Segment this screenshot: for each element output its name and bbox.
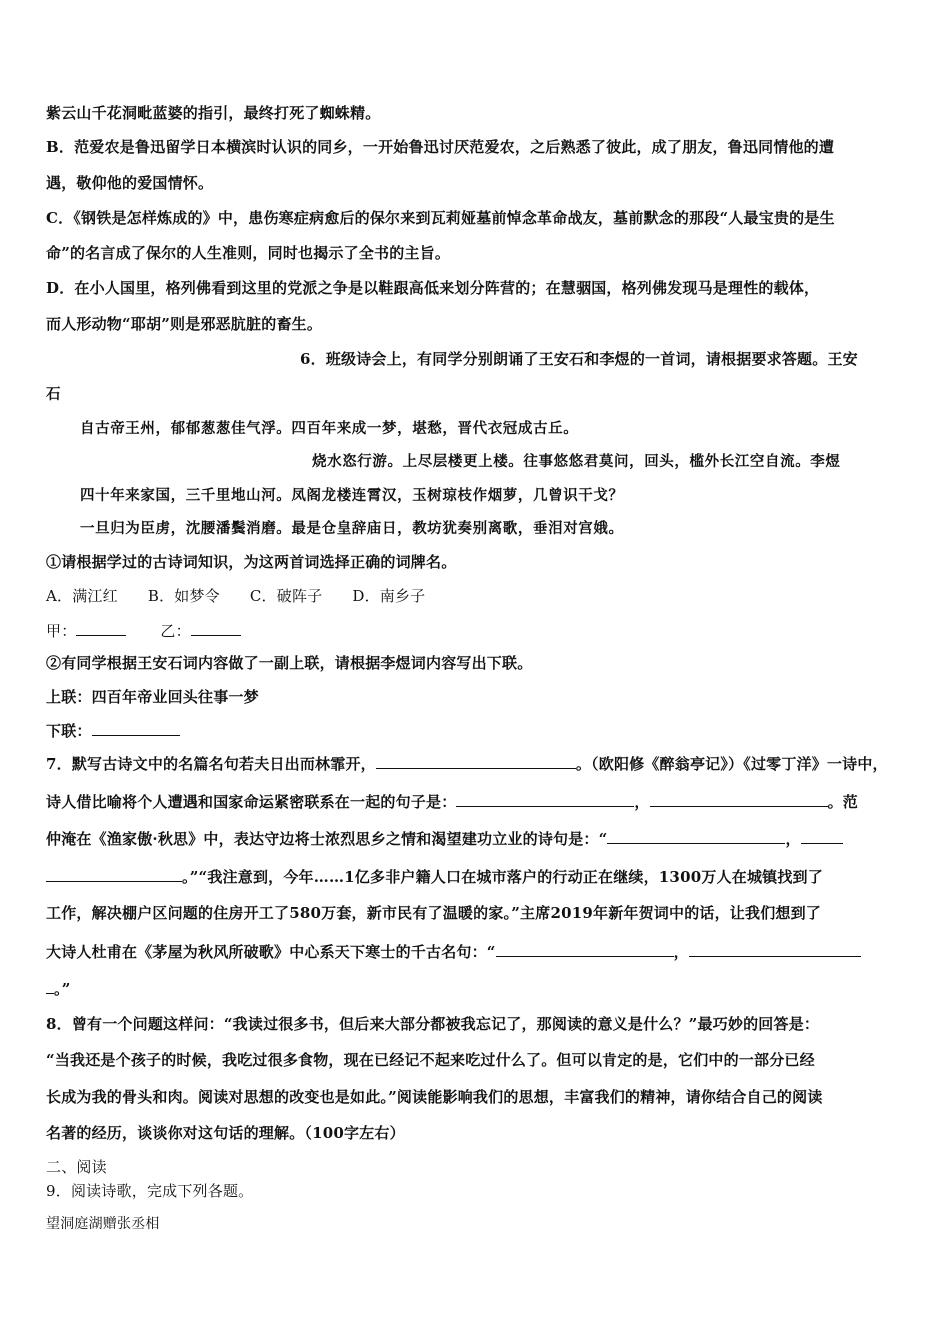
q5-option-a-tail: 紫云山千花洞毗蓝婆的指引，最终打死了蜘蛛精。 — [46, 104, 381, 122]
q6-poem2-line1: 四十年来家国，三千里地山河。凤阁龙楼连霄汉，玉树琼枝作烟萝，几曾识干戈？ — [80, 487, 624, 504]
q7-line6 — [46, 940, 910, 963]
q7-line4-text: 。”“我注意到，今年……1亿多非户籍人口在城市落户的行动正在继续，1300万人在城镇找到了 — [182, 868, 823, 886]
q7-line7-text: 。” — [54, 980, 71, 998]
q7-blank-4[interactable] — [607, 827, 785, 844]
q7-line1-text-a: 7．默写古诗文中的名篇名句若夫日出而林霏开， — [46, 755, 376, 773]
q6-shanglian: 上联：四百年帝业回头往事一梦 — [46, 688, 259, 706]
q7-line7 — [46, 977, 910, 1000]
q5-option-b-line2: 遇，敬仰他的爱国情怀。 — [46, 174, 214, 192]
q7-blank-7b[interactable] — [46, 977, 54, 994]
q7-line6-text-a: 大诗人杜甫在《茅屋为秋风所破歌》中心系天下寒士的千古名句：“ — [46, 943, 496, 961]
q5-option-d-line2: 而人形动物“耶胡”则是邪恶肮脏的畜生。 — [46, 315, 323, 333]
q7-line2-text-a: 诗人借比喻将个人遭遇和国家命运紧密联系在一起的句子是： — [46, 793, 457, 811]
q6-option-a: A．满江红 — [46, 587, 118, 605]
q8-line1: 8．曾有一个问题这样问：“我读过很多书，但后来大部分都被我忘记了，那阅读的意义是什么？”最巧妙的回答是： — [46, 1015, 820, 1033]
q7-blank-2[interactable] — [456, 790, 634, 807]
q8-line4: 名著的经历，谈谈你对这句话的理解。（100字左右） — [46, 1124, 405, 1142]
q7-line3-text-a: 仲淹在《渔家傲·秋思》中，表达守边将士浓烈思乡之情和渴望建功立业的诗句是：“ — [46, 830, 608, 848]
q7-line2-comma: ， — [634, 793, 650, 811]
q6-xialian-label: 下联： — [46, 722, 92, 740]
q6-poem1-line1: 自古帝王州，郁郁葱葱佳气浮。四百年来成一梦，堪愁，晋代衣冠成古丘。 — [80, 420, 579, 437]
q5-option-c-line2: 命”的名言成了保尔的人生准则，同时也揭示了全书的主旨。 — [46, 244, 451, 262]
q7-line6-comma: ， — [673, 943, 689, 961]
q7-blank-5b[interactable] — [46, 865, 182, 882]
q6-yi-label: 乙： — [160, 622, 191, 640]
q7-line3 — [46, 827, 910, 850]
q7-blank-6[interactable] — [496, 940, 674, 957]
q7-blank-7a[interactable] — [689, 940, 861, 957]
q6-options — [46, 585, 910, 607]
q8-line2: “当我还是个孩子的时候，我吃过很多食物，现在已经记不起来吃过什么了。但可以肯定的是，它们中的一部分已经 — [46, 1051, 815, 1069]
q6-subquestion-1: ①请根据学过的古诗词知识，为这两首词选择正确的词牌名。 — [46, 553, 457, 571]
q6-option-c: C．破阵子 — [249, 587, 323, 605]
q6-yi-blank[interactable] — [191, 619, 241, 636]
q7-line4 — [46, 865, 910, 888]
q5-option-d-line1: D．在小人国里，格列佛看到这里的党派之争是以鞋跟高低来划分阵营的；在慧骃国，格列佛发现马是理性的载体， — [46, 279, 820, 297]
q9-poem-title: 望洞庭湖赠张丞相 — [46, 1216, 160, 1232]
q6-subquestion-2: ②有同学根据王安石词内容做了一副上联，请根据李煜词内容写出下联。 — [46, 654, 533, 672]
q6-poem1-line2: 烧水恣行游。上尽层楼更上楼。往事悠悠君莫问，回头，槛外长江空自流。李煜 — [312, 453, 841, 470]
q6-jia-label: 甲： — [46, 622, 77, 640]
q7-line1 — [46, 752, 910, 775]
q7-blank-1[interactable] — [376, 752, 576, 769]
q8-line3: 长成为我的骨头和肉。阅读对思想的改变也是如此。”阅读能影响我们的思想，丰富我们的精神，请你结合自己的阅读 — [46, 1088, 823, 1106]
q6-author-tail: 石 — [46, 386, 62, 403]
q7-line1-text-b: 。（欧阳修《醉翁亭记》）《过零丁洋》一诗中， — [575, 755, 888, 773]
q7-line3-comma: ， — [785, 830, 801, 848]
q6-jia-blank[interactable] — [76, 619, 126, 636]
q7-line2-text-c: 。范 — [827, 793, 859, 811]
q7-blank-3[interactable] — [650, 790, 828, 807]
q9-prompt: 9．阅读诗歌，完成下列各题。 — [46, 1182, 254, 1200]
q5-option-b-line1: B．范爱农是鲁迅留学日本横滨时认识的同乡，一开始鲁迅讨厌范爱农，之后熟悉了彼此，成了朋友，鲁迅同情他的遭 — [46, 138, 835, 156]
q6-answer-row — [46, 619, 910, 642]
q7-line5: 工作，解决棚户区问题的住房开工了580万套，新市民有了温暖的家。”主席2019年新年贺词中的话，让我们想到了 — [46, 904, 821, 922]
q7-blank-5a[interactable] — [801, 827, 843, 844]
q6-poem2-line2: 一旦归为臣虏，沈腰潘鬓消磨。最是仓皇辞庙日，教坊犹奏别离歌，垂泪对宫娥。 — [80, 520, 624, 537]
q6-intro: 6．班级诗会上，有同学分别朗诵了王安石和李煜的一首词，请根据要求答题。王安 — [300, 350, 858, 368]
q7-line2 — [46, 790, 910, 813]
q6-option-b: B．如梦令 — [147, 587, 220, 605]
q6-xialian-row — [46, 719, 910, 742]
q5-option-c-line1: C．《钢铁是怎样炼成的》中，患伤寒症病愈后的保尔来到瓦莉娅墓前悼念革命战友，墓前默念的那段“人最宝贵的是生 — [46, 209, 835, 227]
section-2-title: 二、阅读 — [46, 1158, 107, 1176]
q6-xialian-blank[interactable] — [92, 719, 180, 736]
q6-option-d: D．南乡子 — [352, 587, 426, 605]
